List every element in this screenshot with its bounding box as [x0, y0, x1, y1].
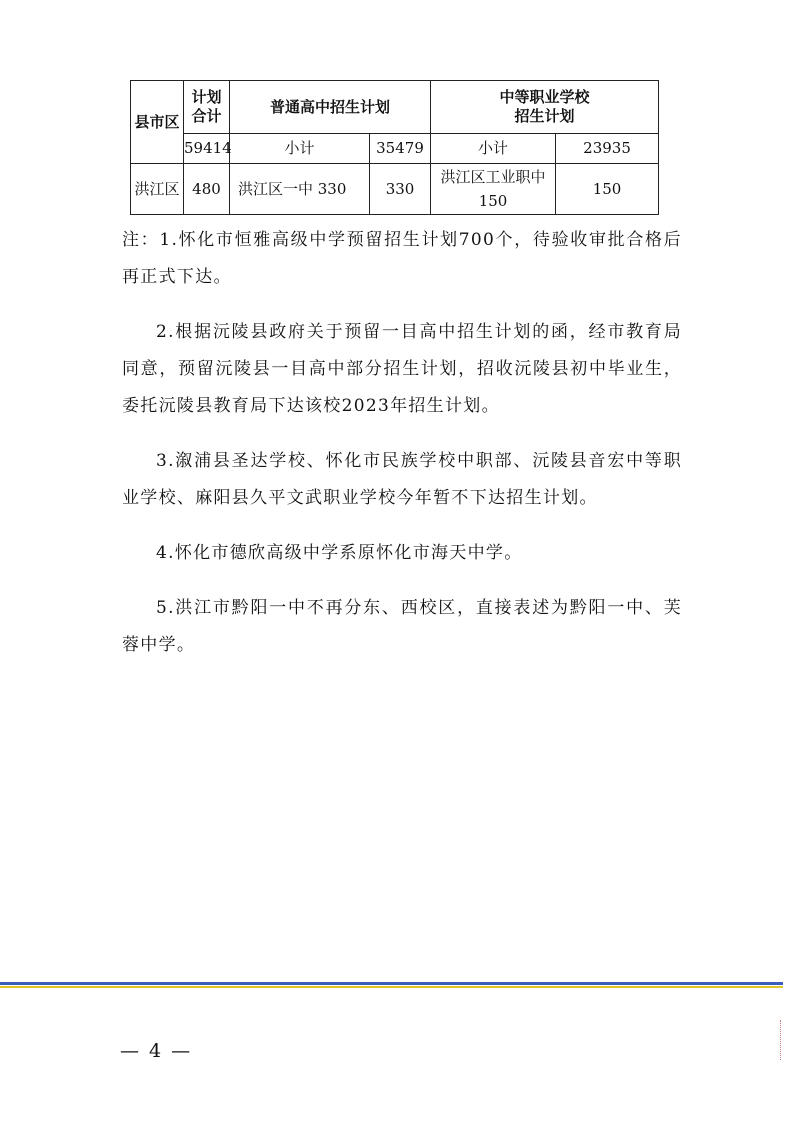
- general-subtotal-label: 小计: [230, 134, 370, 164]
- vocational-school-cell: 洪江区工业职中 150: [431, 164, 556, 215]
- vocational-count-cell: 150: [556, 164, 659, 215]
- general-school-cell: 洪江区一中 330: [230, 164, 370, 215]
- general-high-header: 普通高中招生计划: [230, 81, 431, 134]
- county-cell: 洪江区: [131, 164, 184, 215]
- enrollment-plan-table: [130, 80, 659, 215]
- general-subtotal-value: 35479: [370, 134, 431, 164]
- margin-mark: [780, 1020, 787, 1060]
- footer-rule-blue: [0, 982, 783, 985]
- note-4: 4.怀化市德欣高级中学系原怀化市海天中学。: [156, 543, 523, 563]
- general-count-cell: 330: [370, 164, 431, 215]
- note-1: 注：1.怀化市恒雅高级中学预留招生计划700个，待验收审批合格后再正式下达。: [122, 230, 682, 287]
- table-header-row: [131, 81, 659, 134]
- footer-rule-yellow: [0, 986, 783, 988]
- notes-section: [122, 222, 682, 682]
- county-header: 县市区: [131, 81, 184, 164]
- note-5: 5.洪江市黔阳一中不再分东、西校区，直接表述为黔阳一中、芙蓉中学。: [122, 598, 682, 655]
- plan-total-header: 计划 合计: [184, 81, 230, 134]
- grand-total-cell: 59414: [184, 134, 230, 164]
- table-row: [131, 164, 659, 215]
- vocational-subtotal-value: 23935: [556, 134, 659, 164]
- page-number: — 4 —: [120, 1040, 193, 1062]
- vocational-header: 中等职业学校 招生计划: [431, 81, 659, 134]
- table-subtotal-row: [131, 134, 659, 164]
- vocational-subtotal-label: 小计: [431, 134, 556, 164]
- total-cell: 480: [184, 164, 230, 215]
- note-3: 3.溆浦县圣达学校、怀化市民族学校中职部、沅陵县音宏中等职业学校、麻阳县久平文武职业学校今年暂不下达招生计划。: [122, 451, 682, 508]
- note-2: 2.根据沅陵县政府关于预留一目高中招生计划的函，经市教育局同意，预留沅陵县一目高中部分招生计划，招收沅陵县初中毕业生，委托沅陵县教育局下达该校2023年招生计划。: [122, 322, 682, 416]
